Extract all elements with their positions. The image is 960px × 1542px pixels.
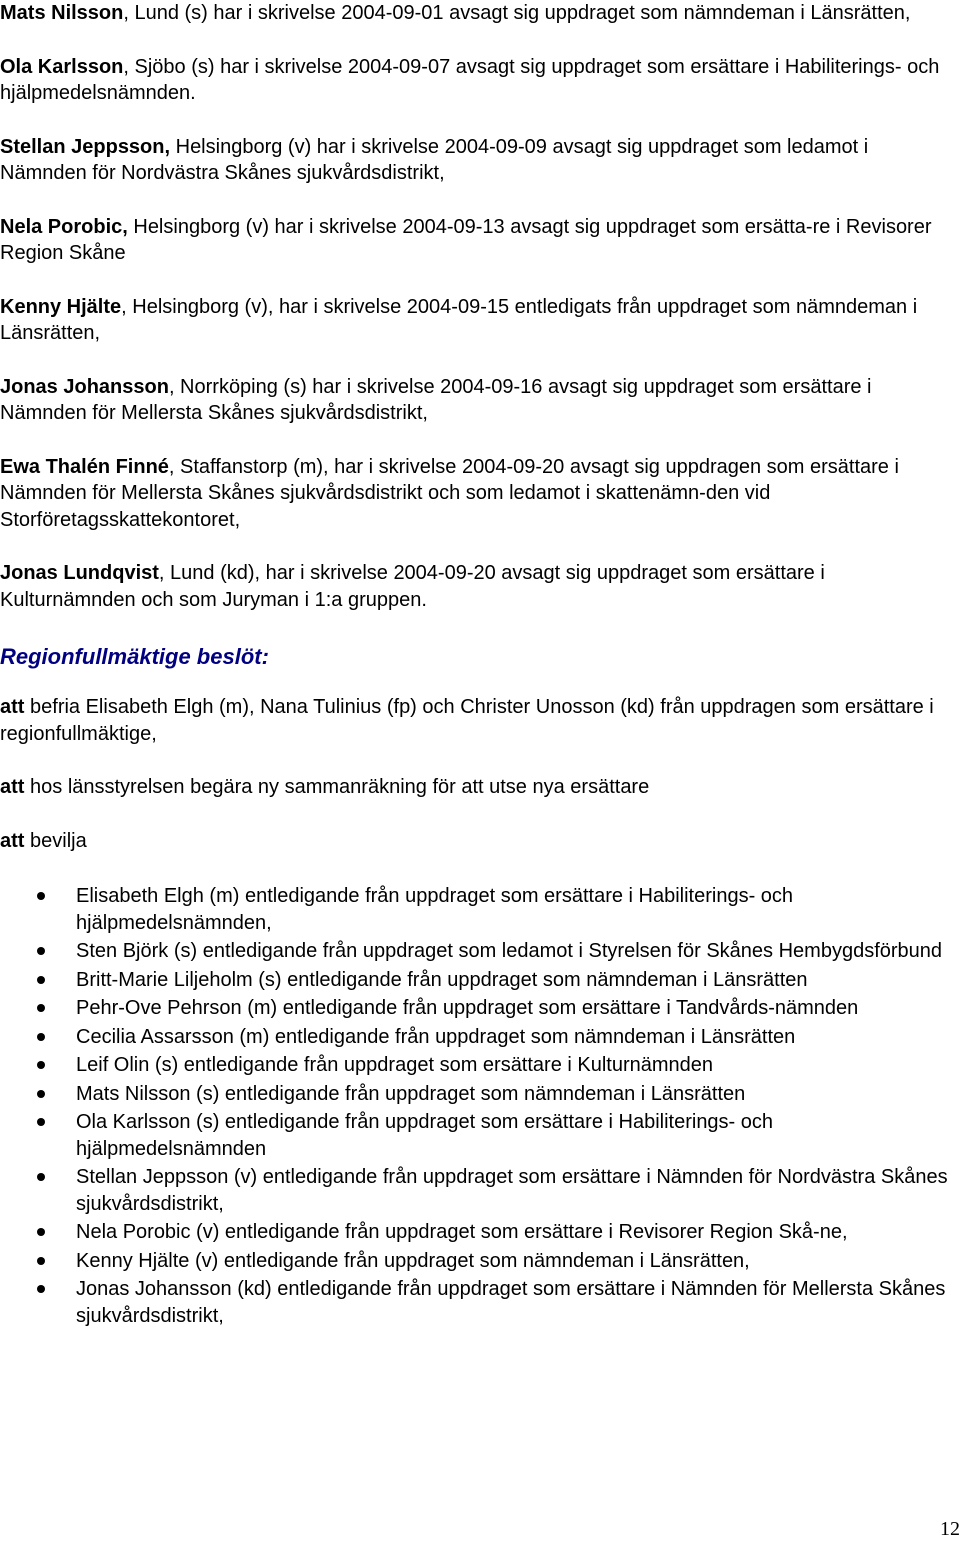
person-name: Stellan Jeppsson, bbox=[0, 135, 171, 158]
list-item bbox=[0, 1276, 952, 1329]
list-item-text: Cecilia Assarsson (m) entledigande från uppdraget som nämndeman i Länsrätten bbox=[76, 1025, 796, 1048]
bullet-icon bbox=[37, 1033, 45, 1041]
list-item bbox=[0, 967, 952, 994]
person-name: Jonas Lundqvist bbox=[0, 562, 159, 584]
bullet-icon bbox=[37, 1090, 45, 1098]
bullet-icon bbox=[37, 1061, 45, 1069]
resignation-entry bbox=[0, 0, 952, 27]
person-name: Nela Porobic, bbox=[0, 215, 128, 238]
list-item bbox=[0, 1024, 952, 1051]
entry-text: , Staffanstorp (m), har i skrivelse 2004-09-20 avsagt sig uppdragen som ersättare i Nämnden för Mellersta Skånes sjukvårdsdistrikt och som ledamot i skattenämn-den vid Storföretagsskattekontoret, bbox=[0, 455, 899, 531]
list-item-text: Kenny Hjälte (v) entledigande från uppdraget som nämndeman i Länsrätten, bbox=[76, 1249, 750, 1272]
resignation-entry bbox=[0, 214, 952, 267]
decision-text: bevilja bbox=[24, 829, 87, 852]
list-item-text: Britt-Marie Liljeholm (s) entledigande från uppdraget som nämndeman i Länsrätten bbox=[76, 968, 808, 991]
bullet-icon bbox=[37, 1004, 45, 1012]
list-item bbox=[0, 938, 952, 965]
bullet-icon bbox=[37, 1257, 45, 1265]
entry-text: , Norrköping (s) har i skrivelse 2004-09-16 avsagt sig uppdraget som ersättare i Nämnden för Mellersta Skånes sjukvårdsdistrikt, bbox=[0, 375, 872, 424]
decision-list bbox=[0, 694, 952, 854]
resignation-entry bbox=[0, 134, 952, 187]
decision-keyword: att bbox=[0, 776, 25, 798]
list-item bbox=[0, 1052, 952, 1079]
list-item bbox=[0, 995, 952, 1022]
bullet-icon bbox=[37, 976, 45, 984]
person-name: Ola Karlsson bbox=[0, 55, 124, 78]
resignation-entry bbox=[0, 560, 952, 613]
person-name: Ewa Thalén Finné bbox=[0, 455, 169, 478]
resignation-entry bbox=[0, 454, 952, 534]
list-item-text: Leif Olin (s) entledigande från uppdraget som ersättare i Kulturnämnden bbox=[76, 1054, 714, 1076]
entry-text: , Lund (s) har i skrivelse 2004-09-01 avsagt sig uppdraget som nämndeman i Länsrätten, bbox=[123, 2, 911, 24]
decision-keyword: att bbox=[0, 696, 25, 718]
resignation-entry bbox=[0, 54, 952, 107]
list-item-text: Nela Porobic (v) entledigande från uppdraget som ersättare i Revisorer Region Skå-ne, bbox=[76, 1221, 848, 1243]
list-item bbox=[0, 1109, 952, 1162]
decision-keyword: att bbox=[0, 829, 25, 852]
entry-text: , Helsingborg (v), har i skrivelse 2004-09-15 entledigats från uppdraget som nämndeman i Länsrätten, bbox=[0, 295, 918, 344]
decision-item bbox=[0, 828, 952, 855]
bullet-icon bbox=[37, 1173, 45, 1181]
decision-heading: Regionfullmäktige beslöt: bbox=[0, 644, 269, 669]
resignation-entry bbox=[0, 294, 952, 347]
decision-text: hos länsstyrelsen begära ny sammanräkning för att utse nya ersättare bbox=[24, 776, 650, 798]
list-item bbox=[0, 1219, 952, 1246]
bullet-icon bbox=[37, 1285, 45, 1293]
list-item-text: Elisabeth Elgh (m) entledigande från uppdraget som ersättare i Habiliterings- och hjälpmedelsnämnden, bbox=[76, 885, 794, 934]
person-name: Kenny Hjälte bbox=[0, 295, 122, 318]
bullet-icon bbox=[37, 1228, 45, 1236]
list-item bbox=[0, 1081, 952, 1108]
list-item-text: Jonas Johansson (kd) entledigande från uppdraget som ersättare i Nämnden för Mellersta Skånes sjukvårdsdistrikt, bbox=[76, 1278, 946, 1327]
bullet-icon bbox=[37, 1118, 45, 1126]
bullet-icon bbox=[37, 947, 45, 955]
resignation-list bbox=[0, 0, 952, 613]
page-number: 12 bbox=[940, 1518, 960, 1540]
decision-item bbox=[0, 774, 952, 801]
person-name: Jonas Johansson bbox=[0, 375, 169, 398]
entry-text: , Sjöbo (s) har i skrivelse 2004-09-07 avsagt sig uppdraget som ersättare i Habiliterings- och hjälpmedelsnämnden. bbox=[0, 55, 940, 104]
decision-item bbox=[0, 694, 952, 747]
list-item-text: Ola Karlsson (s) entledigande från uppdraget som ersättare i Habiliterings- och hjälpmedelsnämnden bbox=[76, 1111, 774, 1160]
list-item bbox=[0, 1248, 952, 1275]
bullet-icon bbox=[37, 892, 45, 900]
list-item-text: Pehr-Ove Pehrson (m) entledigande från uppdraget som ersättare i Tandvårds-nämnden bbox=[76, 997, 859, 1019]
entry-text: Helsingborg (v) har i skrivelse 2004-09-13 avsagt sig uppdraget som ersätta-re i Revisorer Region Skåne bbox=[0, 215, 932, 264]
list-item-text: Mats Nilsson (s) entledigande från uppdraget som nämndeman i Länsrätten bbox=[76, 1082, 746, 1105]
entry-text: Helsingborg (v) har i skrivelse 2004-09-09 avsagt sig uppdraget som ledamot i Nämnden för Nordvästra Skånes sjukvårdsdistrikt, bbox=[0, 135, 869, 184]
list-item-text: Sten Björk (s) entledigande från uppdraget som ledamot i Styrelsen för Skånes Hembygdsförbund bbox=[76, 940, 943, 962]
entry-text: , Lund (kd), har i skrivelse 2004-09-20 avsagt sig uppdraget som ersättare i Kulturnämnden och som Juryman i 1:a gruppen. bbox=[0, 562, 825, 611]
person-name: Mats Nilsson bbox=[0, 2, 124, 24]
list-item bbox=[0, 1164, 952, 1217]
list-item-text: Stellan Jeppsson (v) entledigande från uppdraget som ersättare i Nämnden för Nordvästra Skånes sjukvårdsdistrikt, bbox=[76, 1166, 948, 1215]
resignation-entry bbox=[0, 374, 952, 427]
list-item bbox=[0, 883, 952, 936]
decision-text: befria Elisabeth Elgh (m), Nana Tulinius (fp) och Christer Unosson (kd) från uppdragen som ersättare i regionfullmäktige, bbox=[0, 696, 934, 745]
granted-resignations-list bbox=[0, 883, 952, 1329]
